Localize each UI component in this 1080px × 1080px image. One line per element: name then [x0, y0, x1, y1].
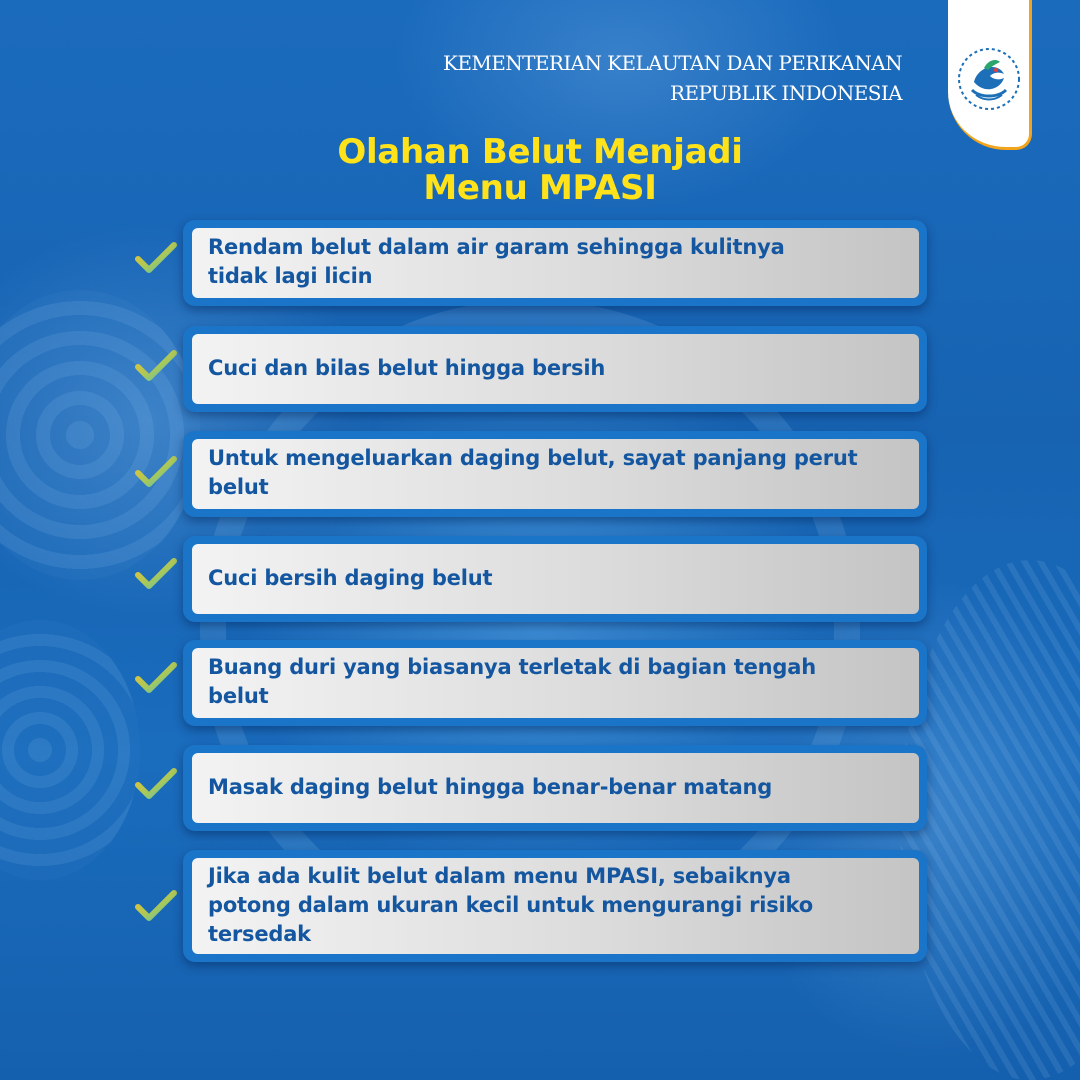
- step-text-line: Jika ada kulit belut dalam menu MPASI, sebaiknya: [208, 863, 791, 888]
- step-text-line: belut: [208, 475, 269, 499]
- step-text-line: potong dalam ukuran kecil untuk mengurangi risiko: [208, 892, 813, 917]
- step-card: [183, 640, 927, 726]
- step-text-line: belut: [208, 684, 269, 708]
- check-icon: [134, 888, 178, 924]
- step-card: [183, 850, 927, 962]
- check-icon: [134, 348, 178, 384]
- step-card: [183, 326, 927, 412]
- step-text-line: Masak daging belut hingga benar-benar matang: [208, 774, 773, 799]
- step-card: [183, 745, 927, 831]
- step-text-line: Rendam belut dalam air garam sehingga kulitnya: [208, 235, 785, 259]
- page-title-line2: Menu MPASI: [423, 168, 657, 208]
- step-text-line: Untuk mengeluarkan daging belut, sayat panjang perut: [208, 446, 858, 470]
- step-text-line: Cuci bersih daging belut: [208, 565, 493, 590]
- step-text-line: tidak lagi licin: [208, 264, 373, 288]
- step-card: [183, 431, 927, 517]
- check-icon: [134, 766, 178, 802]
- page-title-line1: Olahan Belut Menjadi: [337, 132, 743, 172]
- step-card: [183, 220, 927, 306]
- check-icon: [134, 556, 178, 592]
- step-text-line: tersedak: [208, 921, 311, 946]
- ministry-name-line1: KEMENTERIAN KELAUTAN DAN PERIKANAN: [443, 51, 902, 75]
- step-text-line: Cuci dan bilas belut hingga bersih: [208, 355, 606, 380]
- step-card: [183, 536, 927, 622]
- step-text-line: Buang duri yang biasanya terletak di bagian tengah: [208, 655, 816, 679]
- check-icon: [134, 240, 178, 276]
- check-icon: [134, 454, 178, 490]
- ministry-name-line2: REPUBLIK INDONESIA: [670, 81, 902, 105]
- check-icon: [134, 660, 178, 696]
